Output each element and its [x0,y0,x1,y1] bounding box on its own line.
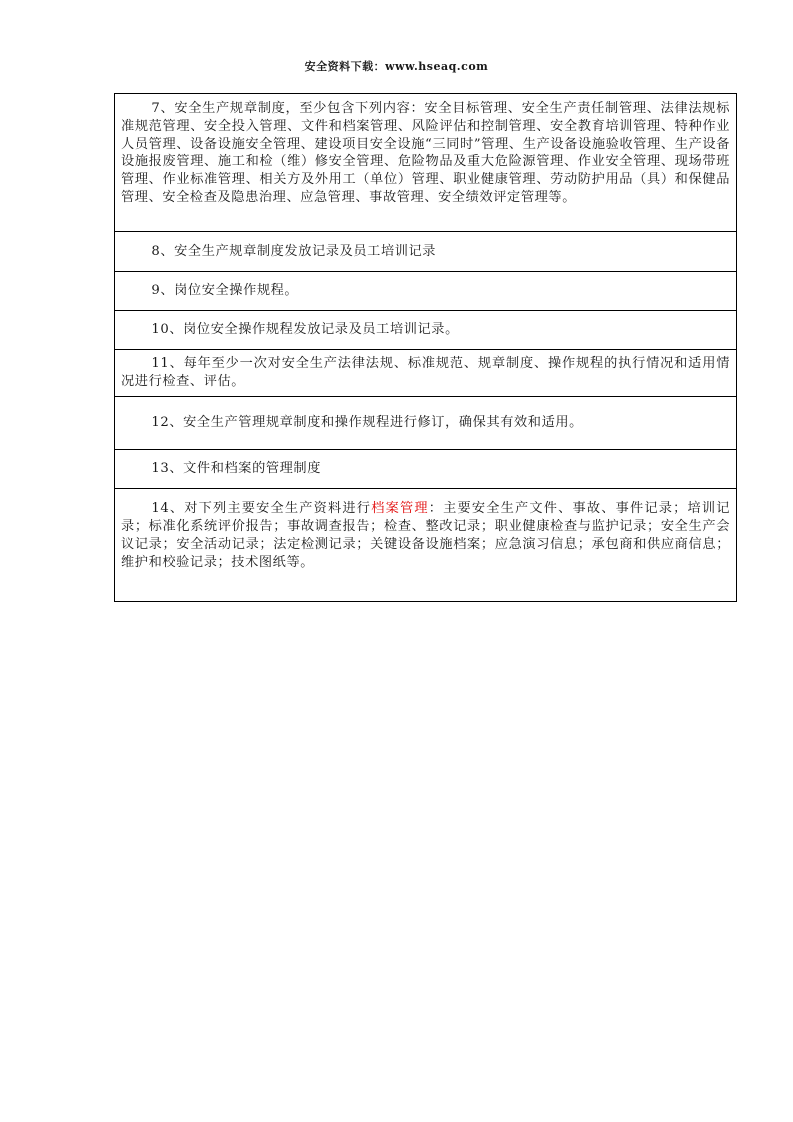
item-14-cell [115,489,737,602]
item-10-cell: 10、岗位安全操作规程发放记录及员工培训记录。 [115,311,737,350]
item-13-cell: 13、文件和档案的管理制度 [115,450,737,489]
item-14-text-after: ：主要安全生产文件、事故、事件记录；培训记录；标准化系统评价报告；事故调查报告；检查、整改记录；职业健康检查与监护记录；安全生产会议记录；安全活动记录；法定检测记录；关键设备设施档案；应急演习信息；承包商和供应商信息；维护和校验记录；技术图纸等。 [121,501,730,570]
header-site[interactable]: www.hseaq.com [385,60,489,73]
item-11-cell: 11、每年至少一次对安全生产法律法规、标准规范、规章制度、操作规程的执行情况和适用情况进行检查、评估。 [115,350,737,397]
item-7-cell: 7、安全生产规章制度，至少包含下列内容：安全目标管理、安全生产责任制管理、法律法规标准规范管理、安全投入管理、文件和档案管理、风险评估和控制管理、安全教育培训管理、特种作业人员管理、设备设施安全管理、建设项目安全设施“三同时”管理、生产设备设施验收管理、生产设备设施报废管理、施工和检（维）修安全管理、危险物品及重大危险源管理、作业安全管理、现场带班管理、作业标准管理、相关方及外用工（单位）管理、职业健康管理、劳动防护用品（具）和保健品管理、安全检查及隐患治理、应急管理、事故管理、安全绩效评定管理等。 [115,94,737,232]
item-14-text-before: 14、对下列主要安全生产资料进行 [151,501,372,517]
archive-management-link[interactable]: 档案管理 [371,501,429,517]
table-row [115,94,737,232]
page-header [0,58,793,74]
table-row [115,350,737,397]
item-9-cell: 9、岗位安全操作规程。 [115,272,737,311]
table-row [115,397,737,450]
table-row [115,272,737,311]
table-row [115,311,737,350]
header-label: 安全资料下载： [304,60,386,73]
table-row [115,489,737,602]
table-row [115,450,737,489]
table-row [115,232,737,272]
item-12-cell: 12、安全生产管理规章制度和操作规程进行修订，确保其有效和适用。 [115,397,737,450]
item-8-cell: 8、安全生产规章制度发放记录及员工培训记录 [115,232,737,272]
requirements-table [114,93,737,602]
